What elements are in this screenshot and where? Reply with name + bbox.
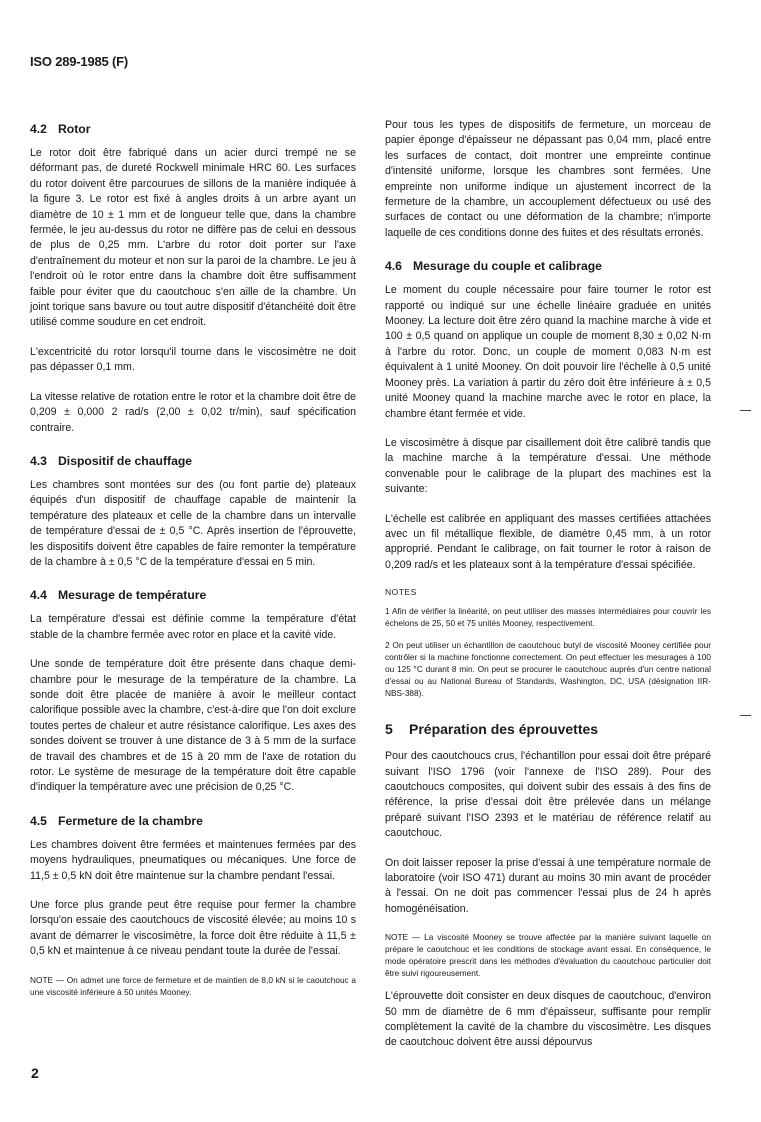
section-title: Rotor xyxy=(58,122,91,136)
paragraph: On doit laisser reposer la prise d'essai à une température normale de laboratoire (voir ISO 471) durant au moins 30 min avant de procéder à l'essai. On ne doit pas commencer l'essai plus de 24 h après homogénéisation. xyxy=(385,856,711,915)
paragraph: L'excentricité du rotor lorsqu'il tourne dans le viscosimètre ne doit pas dépasser 0,1 mm. xyxy=(30,345,356,374)
paragraph: Pour tous les types de dispositifs de fermeture, un morceau de papier éponge d'épaisseur ne dépassant pas 0,04 mm, placé entre les surfaces de contact, doit montrer une empreinte continue d'intensité uniforme, lorsque les chambres sont fermées. Une empreinte non uniforme indique un ajustement incorrect de la fermeture de la chambre, un accouplement défectueux ou usé des surfaces de contact ou une déformation de la chambre; n'importe laquelle de ces conditions donne des fuites et des résultats erronés. xyxy=(385,119,711,239)
paragraph: Les chambres doivent être fermées et maintenues fermées par des moyens hydrauliques, pneumatiques ou mécaniques. Une force de 11,5 ± 0,5 kN doit être maintenue sur la chambre pendant l'essai. xyxy=(30,838,356,882)
note: NOTE — La viscosité Mooney se trouve affectée par la manière suivant laquelle on prépare le caoutchouc et les conditions de stockage avant essai. En conséquence, le mode opératoire prescrit dans les méthodes d'évaluation du caoutchouc particulier doit être suivi rigoureusement. xyxy=(385,932,711,979)
note: NOTE — On admet une force de fermeture et de maintien de 8,0 kN si le caoutchouc a une viscosité inférieure à 50 unités Mooney. xyxy=(30,974,356,997)
section-number: 4.5 xyxy=(30,813,47,828)
section-number: 5 xyxy=(385,721,393,738)
paragraph: L'éprouvette doit consister en deux disques de caoutchouc, d'environ 50 mm de diamètre de 6 mm d'épaisseur, suffisante pour remplir complètement la cavité de la chambre du viscosimètre. Les disques de caoutchouc doivent être aussi dépourvus xyxy=(385,990,711,1049)
page-number: 2 xyxy=(31,1065,39,1081)
notes-heading: NOTES xyxy=(385,587,417,598)
note: 1 Afin de vérifier la linéarité, on peut utiliser des masses intermédiaires pour couvrir les échelons de 25, 50 et 75 unités Mooney, respectivement. xyxy=(385,606,711,629)
section-number: 4.6 xyxy=(385,259,402,274)
section-title: Préparation des éprouvettes xyxy=(409,721,599,738)
section-5-heading xyxy=(385,721,711,737)
section-4-5-heading xyxy=(30,814,356,828)
paragraph: Le viscosimètre à disque par cisaillement doit être calibré tandis que la machine marche à la température d'essai. Une méthode convenable pour le calibrage de la plupart des machines est la suivante: xyxy=(385,436,711,496)
paragraph: La température d'essai est définie comme la température d'état stable de la chambre fermée avec rotor en place et la cavité vide. xyxy=(30,613,356,641)
paragraph: Le rotor doit être fabriqué dans un acier durci trempé ne se déformant pas, de dureté Rockwell minimale HRC 60. Les surfaces du rotor doivent être parcourues de sillons de la manière indiquée à la figure 3. Le rotor est fixé à angles droits à un arbre ayant un diamètre de 10 ± 1 mm et de longueur telle que, dans la chambre fermée, le jeu au-dessus du rotor ne diffère pas de celui en dessous de plus de 0,25 mm. L'arbre du rotor doit porter sur l'axe d'entraînement du moteur et non sur la paroi de la chambre. Le jeu à l'endroit où le rotor entre dans la chambre doit être suffisamment faible pour éviter que du caoutchouc s'en aille de la chambre. Un joint torique sans bavure ou tout autre dispositif d'étanchéité doit être utilisé comme soudure en cet endroit. xyxy=(30,147,356,329)
section-number: 4.4 xyxy=(30,588,47,603)
margin-mark xyxy=(740,410,751,411)
paragraph: Le moment du couple nécessaire pour faire tourner le rotor est rapporté ou indiqué sur une échelle linéaire graduée en unités Mooney. La lecture doit être zéro quand la machine marche à vide et 100 ± 0,5 quand on applique un couple de moment 8,30 ± 0,02 N·m à l'arbre du rotor. Donc, un couple de moment 0,083 N·m est équivalent à 1 unité Mooney. On doit pouvoir lire l'échelle à 0,5 unité Mooney près. La variation à partir du zéro doit être inférieure à ± 0,5 unité Mooney quand la machine marche avec le rotor en place, la chambre étant fermée et vide. xyxy=(385,284,711,420)
left-column xyxy=(30,118,356,1008)
document-header: ISO 289-1985 (F) xyxy=(30,54,128,69)
right-column xyxy=(385,118,711,1065)
section-number: 4.3 xyxy=(30,453,47,468)
paragraph: L'échelle est calibrée en appliquant des masses certifiées attachées avec un fil métallique flexible, de diamètre 0,45 mm, à un rotor approprié. Pendant le calibrage, on fait tourner le rotor à raison de 0,209 rad/s et les plateaux sont à la température d'essai spécifiée. xyxy=(385,512,711,571)
section-title: Dispositif de chauffage xyxy=(58,453,193,468)
paragraph: Les chambres sont montées sur des (ou font partie de) plateaux équipés d'un dispositif de chauffage capable de maintenir la température des plateaux et celle de la chambre dans un intervalle de température d'essai de ± 0,5 °C. Après insertion de l'éprouvette, les dispositifs doivent être capables de faire remonter la température de la chambre à ± 0,5 °C de la température d'essai en 5 min. xyxy=(30,478,356,568)
section-4-6-heading xyxy=(385,259,711,273)
section-title: Mesurage de température xyxy=(58,588,207,603)
section-4-4-heading xyxy=(30,588,356,602)
paragraph: Une force plus grande peut être requise pour fermer la chambre lorsqu'on essaie des caoutchoucs de viscosité élevée; au moins 10 s avant de démarrer le viscosimètre, la force doit être réduite à 11,5 ± 0,5 kN et maintenue à ce niveau pendant toute la durée de l'essai. xyxy=(30,899,356,958)
note: 2 On peut utiliser un échantillon de caoutchouc butyl de viscosité Mooney certifiée pour contrôler si la machine fonctionne correctement. On peut effectuer les mesurages à 100 ou 125 °C durant 8 min. On peut se procurer le caoutchouc auprès d'un centre national d'essai ou au National Bureau of Standards, Washington, DC, USA (désignation IIR-NBS-388). xyxy=(385,640,711,699)
margin-mark xyxy=(740,715,751,716)
section-number: 4.2 xyxy=(30,122,47,136)
section-title: Fermeture de la chambre xyxy=(58,813,203,828)
paragraph: La vitesse relative de rotation entre le rotor et la chambre doit être de 0,209 ± 0,000 2 rad/s (2,00 ± 0,02 tr/min), sauf spécification contraire. xyxy=(30,390,356,434)
section-4-2-heading xyxy=(30,122,356,136)
section-title: Mesurage du couple et calibrage xyxy=(413,259,602,274)
paragraph: Une sonde de température doit être présente dans chaque demi-chambre pour le mesurage de la température de la chambre. La sonde doit être placée de manière à avoir le meilleur contact calorifique possible avec la chambre, c'est-à-dire que l'on doit exclure toutes pertes de chaleur et autre résistance calorifique. Les axes des sondes doivent se trouver à une distance de 3 à 5 mm de la surface de travail des chambres et de 15 à 20 mm de l'axe de rotation du rotor. Le système de mesurage de la température doit être capable d'indiquer la température avec une précision de 0,25 °C. xyxy=(30,658,356,794)
paragraph: Pour des caoutchoucs crus, l'échantillon pour essai doit être préparé suivant l'ISO 1796 (voir l'annexe de l'ISO 289). Pour des caoutchoucs composites, qui doivent subir des essais à des fins de référence, la prise d'essai doit être prélevée dans un mélange préparé suivant l'ISO 2393 et le matériau de référence relatif au caoutchouc. xyxy=(385,750,711,840)
section-4-3-heading xyxy=(30,454,356,468)
